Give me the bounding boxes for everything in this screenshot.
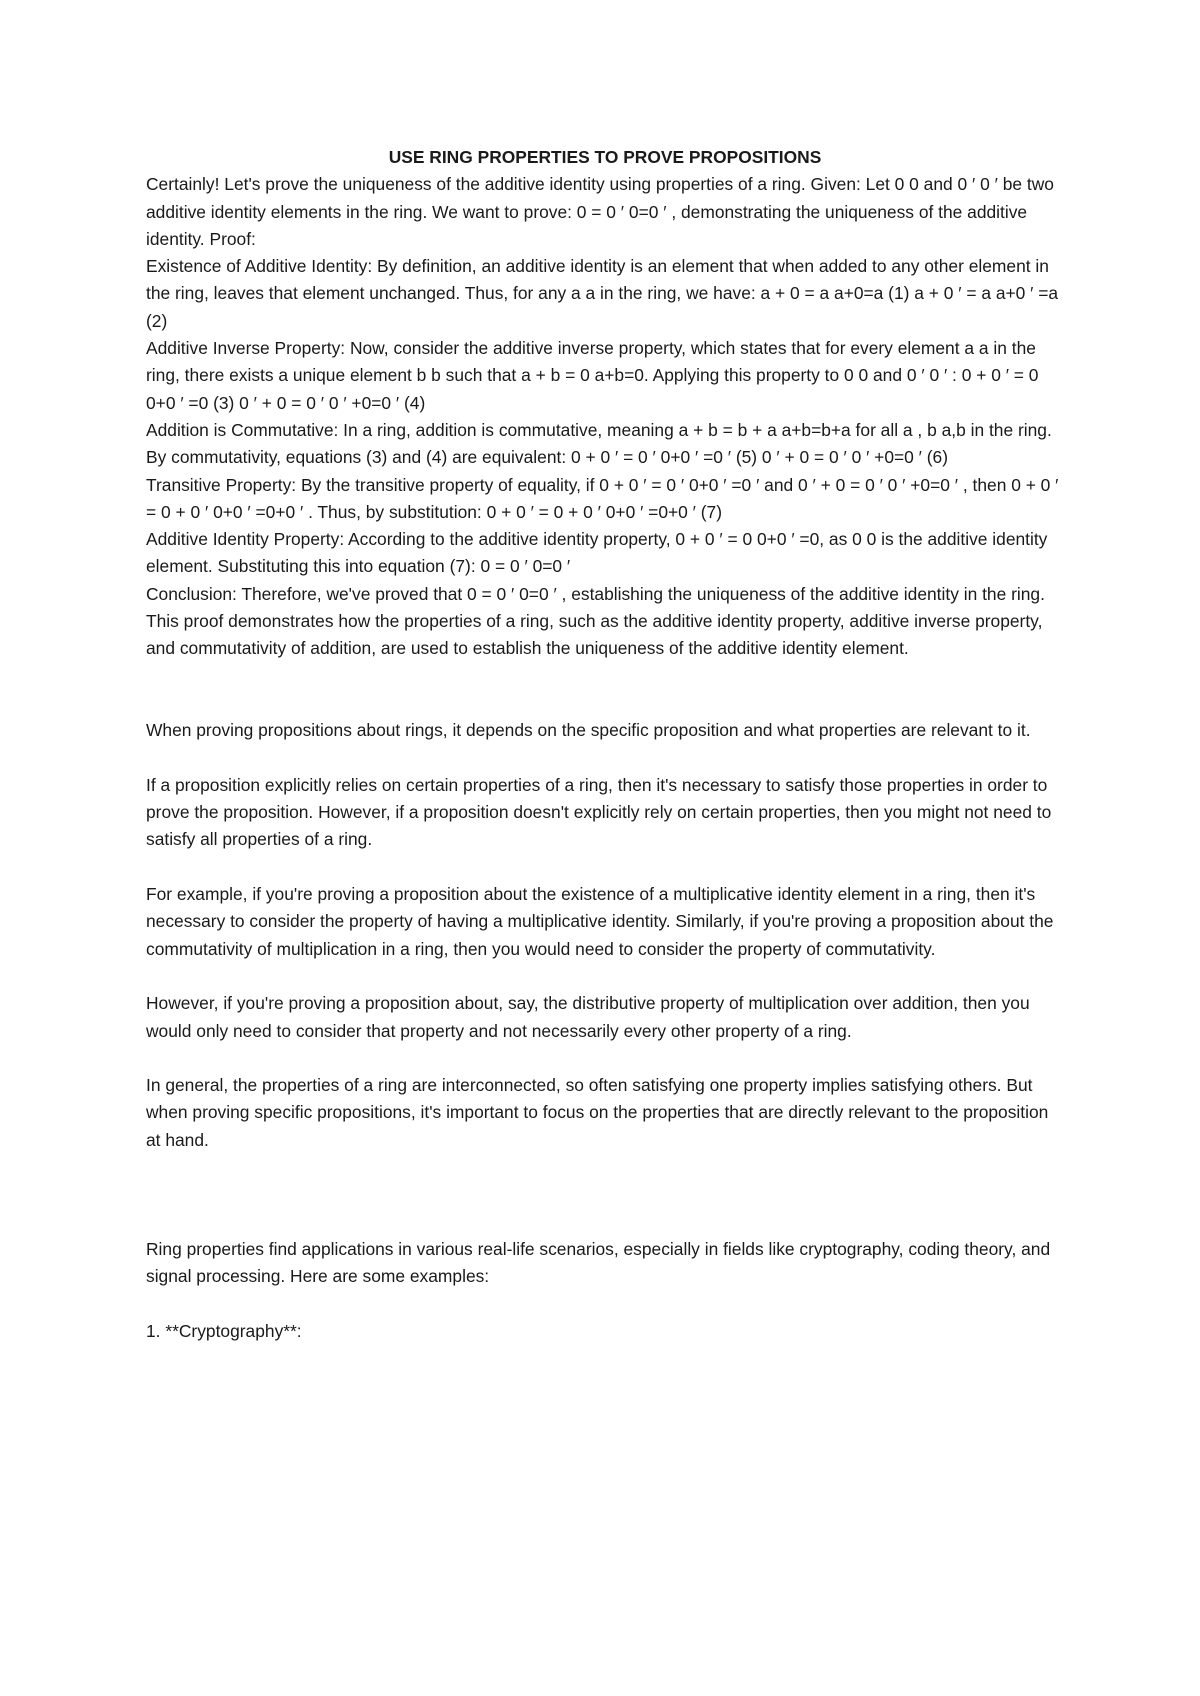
proof-inverse: Additive Inverse Property: Now, consider the additive inverse property, which states that for every element a a in the ring, there exists a unique element b b such that a + b = 0 a+b=0. Applying this property to 0 0 and 0 ′ 0 ′ : 0 + 0 ′ = 0 0+0 ′ =0 (3) 0 ′ + 0 = 0 ′ 0 ′ +0=0 ′ (4) [146,338,1039,413]
spacer [146,745,1064,772]
spacer [146,1154,1064,1236]
paragraph-example: For example, if you're proving a proposition about the existence of a multiplicative identity element in a ring, then it's necessary to consider the property of having a multiplicative identity. Similarly, if you're proving a proposition about the commutativity of multiplication in a ring, then you would need to consider the property of commutativity. [146,884,1054,959]
paragraph-however: However, if you're proving a proposition about, say, the distributive property of multiplication over addition, then you would only need to consider that property and not necessarily every other property of a ring. [146,993,1030,1041]
paragraph-applications: Ring properties find applications in various real-life scenarios, especially in fields like cryptography, coding theory, and signal processing. Here are some examples: [146,1238,1051,1287]
spacer [146,854,1064,881]
paragraph-relies: If a proposition explicitly relies on certain properties of a ring, then it's necessary to satisfy those properties in order to prove the proposition. However, if a proposition doesn't explicitly rely on certain properties, then you might not need to satisfy all properties of a ring. [146,774,1052,850]
spacer [146,963,1064,990]
proof-conclusion: Conclusion: Therefore, we've proved that 0 = 0 ′ 0=0 ′ , establishing the uniqueness of the additive identity in the ring. [146,583,1045,604]
proof-commutative: Addition is Commutative: In a ring, addition is commutative, meaning a + b = b + a a+b=b+a for all a , b a,b in the ring. By commutativity, equations (3) and (4) are equivalent: 0 + 0 ′ = 0 ′ 0+0 ′ =0 ′ (5) 0 ′ + 0 = 0 ′ 0 ′ +0=0 ′ (6) [146,419,1052,468]
proof-transitive: Transitive Property: By the transitive property of equality, if 0 + 0 ′ = 0 ′ 0+0 ′ =0 ′ and 0 ′ + 0 = 0 ′ 0 ′ +0=0 ′ , then 0 + 0 ′ = 0 + 0 ′ 0+0 ′ =0+0 ′ . Thus, by substitution: 0 + 0 ′ = 0 + 0 ′ 0+0 ′ =0+0 ′ (7) [146,474,1059,522]
spacer [146,1045,1064,1072]
proof-intro: Certainly! Let's prove the uniqueness of the additive identity using properties of a ring. Given: Let 0 0 and 0 ′ 0 ′ be two additive identity elements in the ring. We want to prove: 0 = 0 ′ 0=0 ′ , demonstrating the uniqueness of the additive identity. Proof: [146,174,1054,249]
document-page [146,144,1064,1345]
document-title: USE RING PROPERTIES TO PROVE PROPOSITIONS [388,147,822,167]
spacer [146,663,1064,718]
proof-summary: This proof demonstrates how the properties of a ring, such as the additive identity property, additive inverse property, and commutativity of addition, are used to establish the uniqueness of the additive identity element. [146,611,1043,659]
list-item-cryptography: 1. **Cryptography**: [146,1320,302,1341]
proof-identity-property: Additive Identity Property: According to the additive identity property, 0 + 0 ′ = 0 0+0 ′ =0, as 0 0 is the additive identity element. Substituting this into equation (7): 0 = 0 ′ 0=0 ′ [146,529,1048,577]
paragraph-general: In general, the properties of a ring are interconnected, so often satisfying one property implies satisfying others. But when proving specific propositions, it's important to focus on the properties that are directly relevant to the proposition at hand. [146,1075,1049,1150]
proof-existence: Existence of Additive Identity: By definition, an additive identity is an element that when added to any other element in the ring, leaves that element unchanged. Thus, for any a a in the ring, we have: a + 0 = a a+0=a (1) a + 0 ′ = a a+0 ′ =a (2) [146,256,1059,331]
paragraph-depends: When proving propositions about rings, it depends on the specific proposition and what properties are relevant to it. [146,720,1031,741]
spacer [146,1290,1064,1317]
